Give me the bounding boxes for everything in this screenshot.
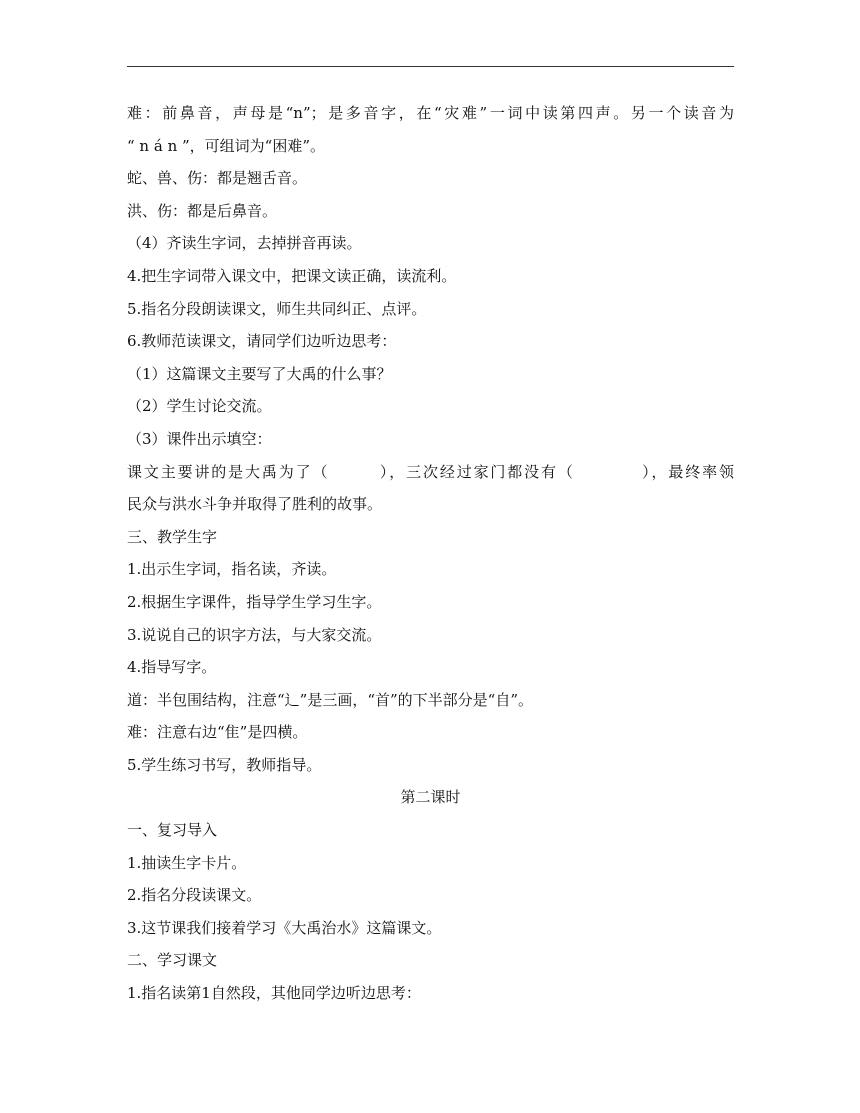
paragraph-line: 6.教师范读课文，请同学们边听边思考：: [127, 332, 397, 351]
paragraph-line: 洪、伤：都是后鼻音。: [127, 201, 278, 220]
section-heading: 一、复习导入: [127, 821, 218, 840]
paragraph-line: 难：注意右边“隹”是四横。: [127, 723, 308, 742]
paragraph-line: 2.根据生字课件，指导学生学习生字。: [127, 592, 382, 611]
paragraph-line: 蛇、兽、伤：都是翘舌音。: [127, 169, 308, 188]
paragraph-line: 5.指名分段朗读课文，师生共同纠正、点评。: [127, 299, 427, 318]
paragraph-line: 1.出示生字词，指名读，齐读。: [127, 560, 337, 579]
paragraph-line: 1.指名读第1自然段，其他同学边听边思考：: [127, 984, 421, 1003]
paragraph-line: 道：半包围结构，注意“辶”是三画，“首”的下半部分是“自”。: [127, 690, 534, 709]
paragraph-line: 2.指名分段读课文。: [127, 886, 262, 905]
document-body: [127, 97, 734, 1010]
paragraph-line: （2）学生讨论交流。: [127, 397, 272, 416]
paragraph-line: 4.指导写字。: [127, 658, 217, 677]
paragraph-line: 1.抽读生字卡片。: [127, 853, 247, 872]
paragraph-line: 课文主要讲的是大禹为了（ ），三次经过家门都没有（ ），最终率领: [127, 462, 734, 481]
paragraph-line: （3）课件出示填空：: [127, 429, 272, 448]
paragraph-line: 民众与洪水斗争并取得了胜利的故事。: [127, 495, 383, 514]
paragraph-line: 5.学生练习书写，教师指导。: [127, 755, 322, 774]
paragraph-line: 3.这节课我们接着学习《大禹治水》这篇课文。: [127, 918, 442, 937]
paragraph-line: （4）齐读生字词，去掉拼音再读。: [127, 234, 362, 253]
section-heading: 三、教学生字: [127, 527, 218, 546]
lesson-title: 第二课时: [400, 788, 461, 807]
paragraph-line: 3.说说自己的识字方法，与大家交流。: [127, 625, 382, 644]
paragraph-line: （1）这篇课文主要写了大禹的什么事？: [127, 364, 392, 383]
paragraph-line: 4.把生字词带入课文中，把课文读正确，读流利。: [127, 266, 457, 285]
header-rule: [127, 66, 734, 67]
paragraph-line: “ n á n ”，可组词为“困难”。: [127, 136, 326, 155]
section-heading: 二、学习课文: [127, 951, 218, 970]
paragraph-line: 难：前鼻音，声母是“n”；是多音字，在“灾难”一词中读第四声。另一个读音为: [127, 104, 734, 122]
